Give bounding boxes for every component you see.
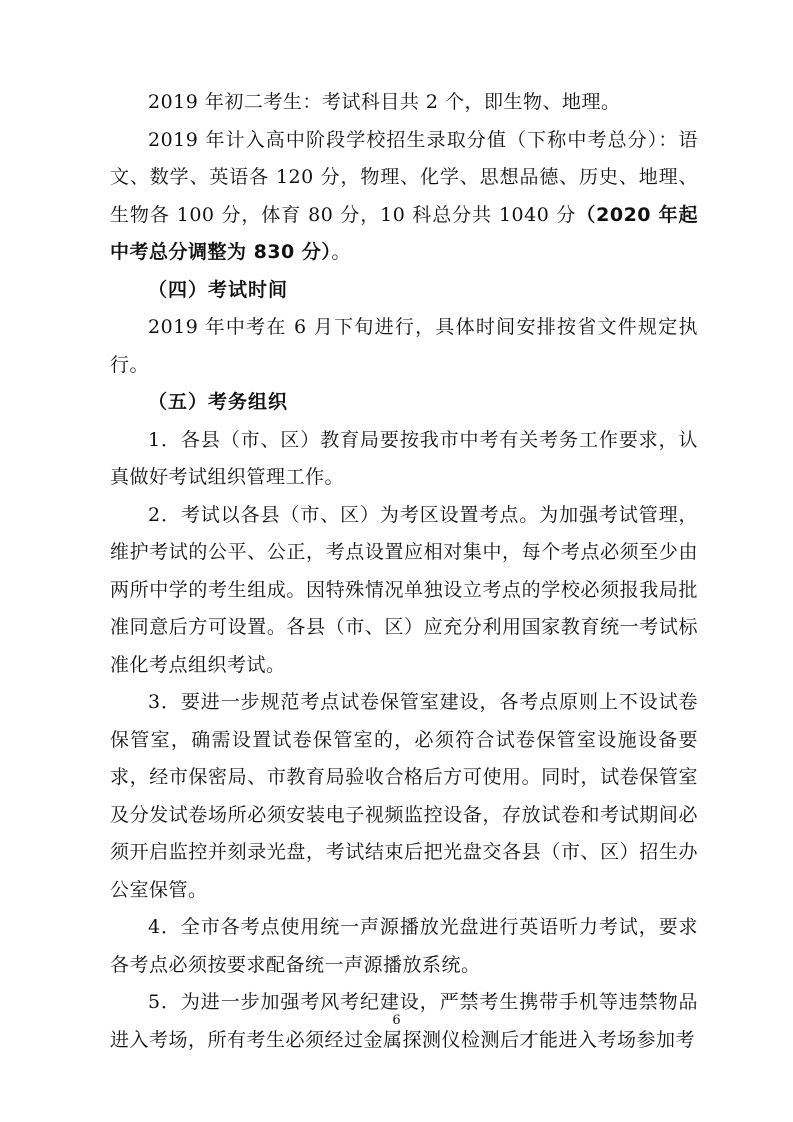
paragraph-item-3 — [110, 684, 698, 909]
paragraph-text: 5．为进一步加强考风考纪建设，严禁考生携带手机等违禁物品进入考场，所有考生必须经过金属探测仪检测后才能进入考场参加考 — [110, 991, 698, 1051]
paragraph-item-4 — [110, 909, 698, 984]
section-heading-exam-organization: （五）考务组织 — [148, 391, 289, 413]
paragraph-item-1 — [110, 422, 698, 497]
section-heading-exam-time: （四）考试时间 — [148, 278, 289, 301]
paragraph-text: 4．全市各考点使用统一声源播放光盘进行英语听力考试，要求各考点必须按要求配备统一声源播放系统。 — [110, 916, 698, 976]
paragraph-text: 1．各县（市、区）教育局要按我市中考有关考务工作要求，认真做好考试组织管理工作。 — [110, 428, 698, 488]
paragraph-text: 2019 年中考在 6 月下旬进行，具体时间安排按省文件规定执行。 — [110, 316, 698, 376]
paragraph-exam-time — [110, 309, 698, 384]
paragraph-text: 2019 年初二考生：考试科目共 2 个，即生物、地理。 — [148, 91, 621, 113]
page-number: 6 — [392, 1013, 401, 1028]
paragraph-text: 2．考试以各县（市、区）为考区设置考点。为加强考试管理，维护考试的公平、公正，考点设置应相对集中，每个考点必须至少由两所中学的考生组成。因特殊情况单独设立考点的学校必须报我局批准同意后方可设置。各县（市、区）应充分利用国家教育统一考试标准化考点组织考试。 — [110, 503, 698, 676]
paragraph-text: 3．要进一步规范考点试卷保管室建设，各考点原则上不设试卷保管室，确需设置试卷保管室的，必须符合试卷保管室设施设备要求，经市保密局、市教育局验收合格后方可使用。同时，试卷保管室及分发试卷场所必须安装电子视频监控设备，存放试卷和考试期间必须开启监控并刻录光盘，考试结束后把光盘交各县（市、区）招生办公室保管。 — [110, 691, 698, 901]
paragraph-item-2 — [110, 497, 698, 685]
paragraph-trailing-punct: 。 — [331, 241, 351, 263]
document-body — [110, 84, 698, 1059]
paragraph-total-score — [110, 122, 698, 272]
paragraph-grade8-subjects — [110, 84, 698, 122]
paragraph-text: 2019 年计入高中阶段学校招生录取分值（下称中考总分）：语文、数学、英语各 120 分，物理、化学、思想品德、历史、地理、生物各 100 分，体育 80 分，10 科总分共 1040 分 — [110, 128, 698, 226]
bold-note-2020-score: （2020 年起中考总分调整为 830 分） — [110, 203, 698, 263]
